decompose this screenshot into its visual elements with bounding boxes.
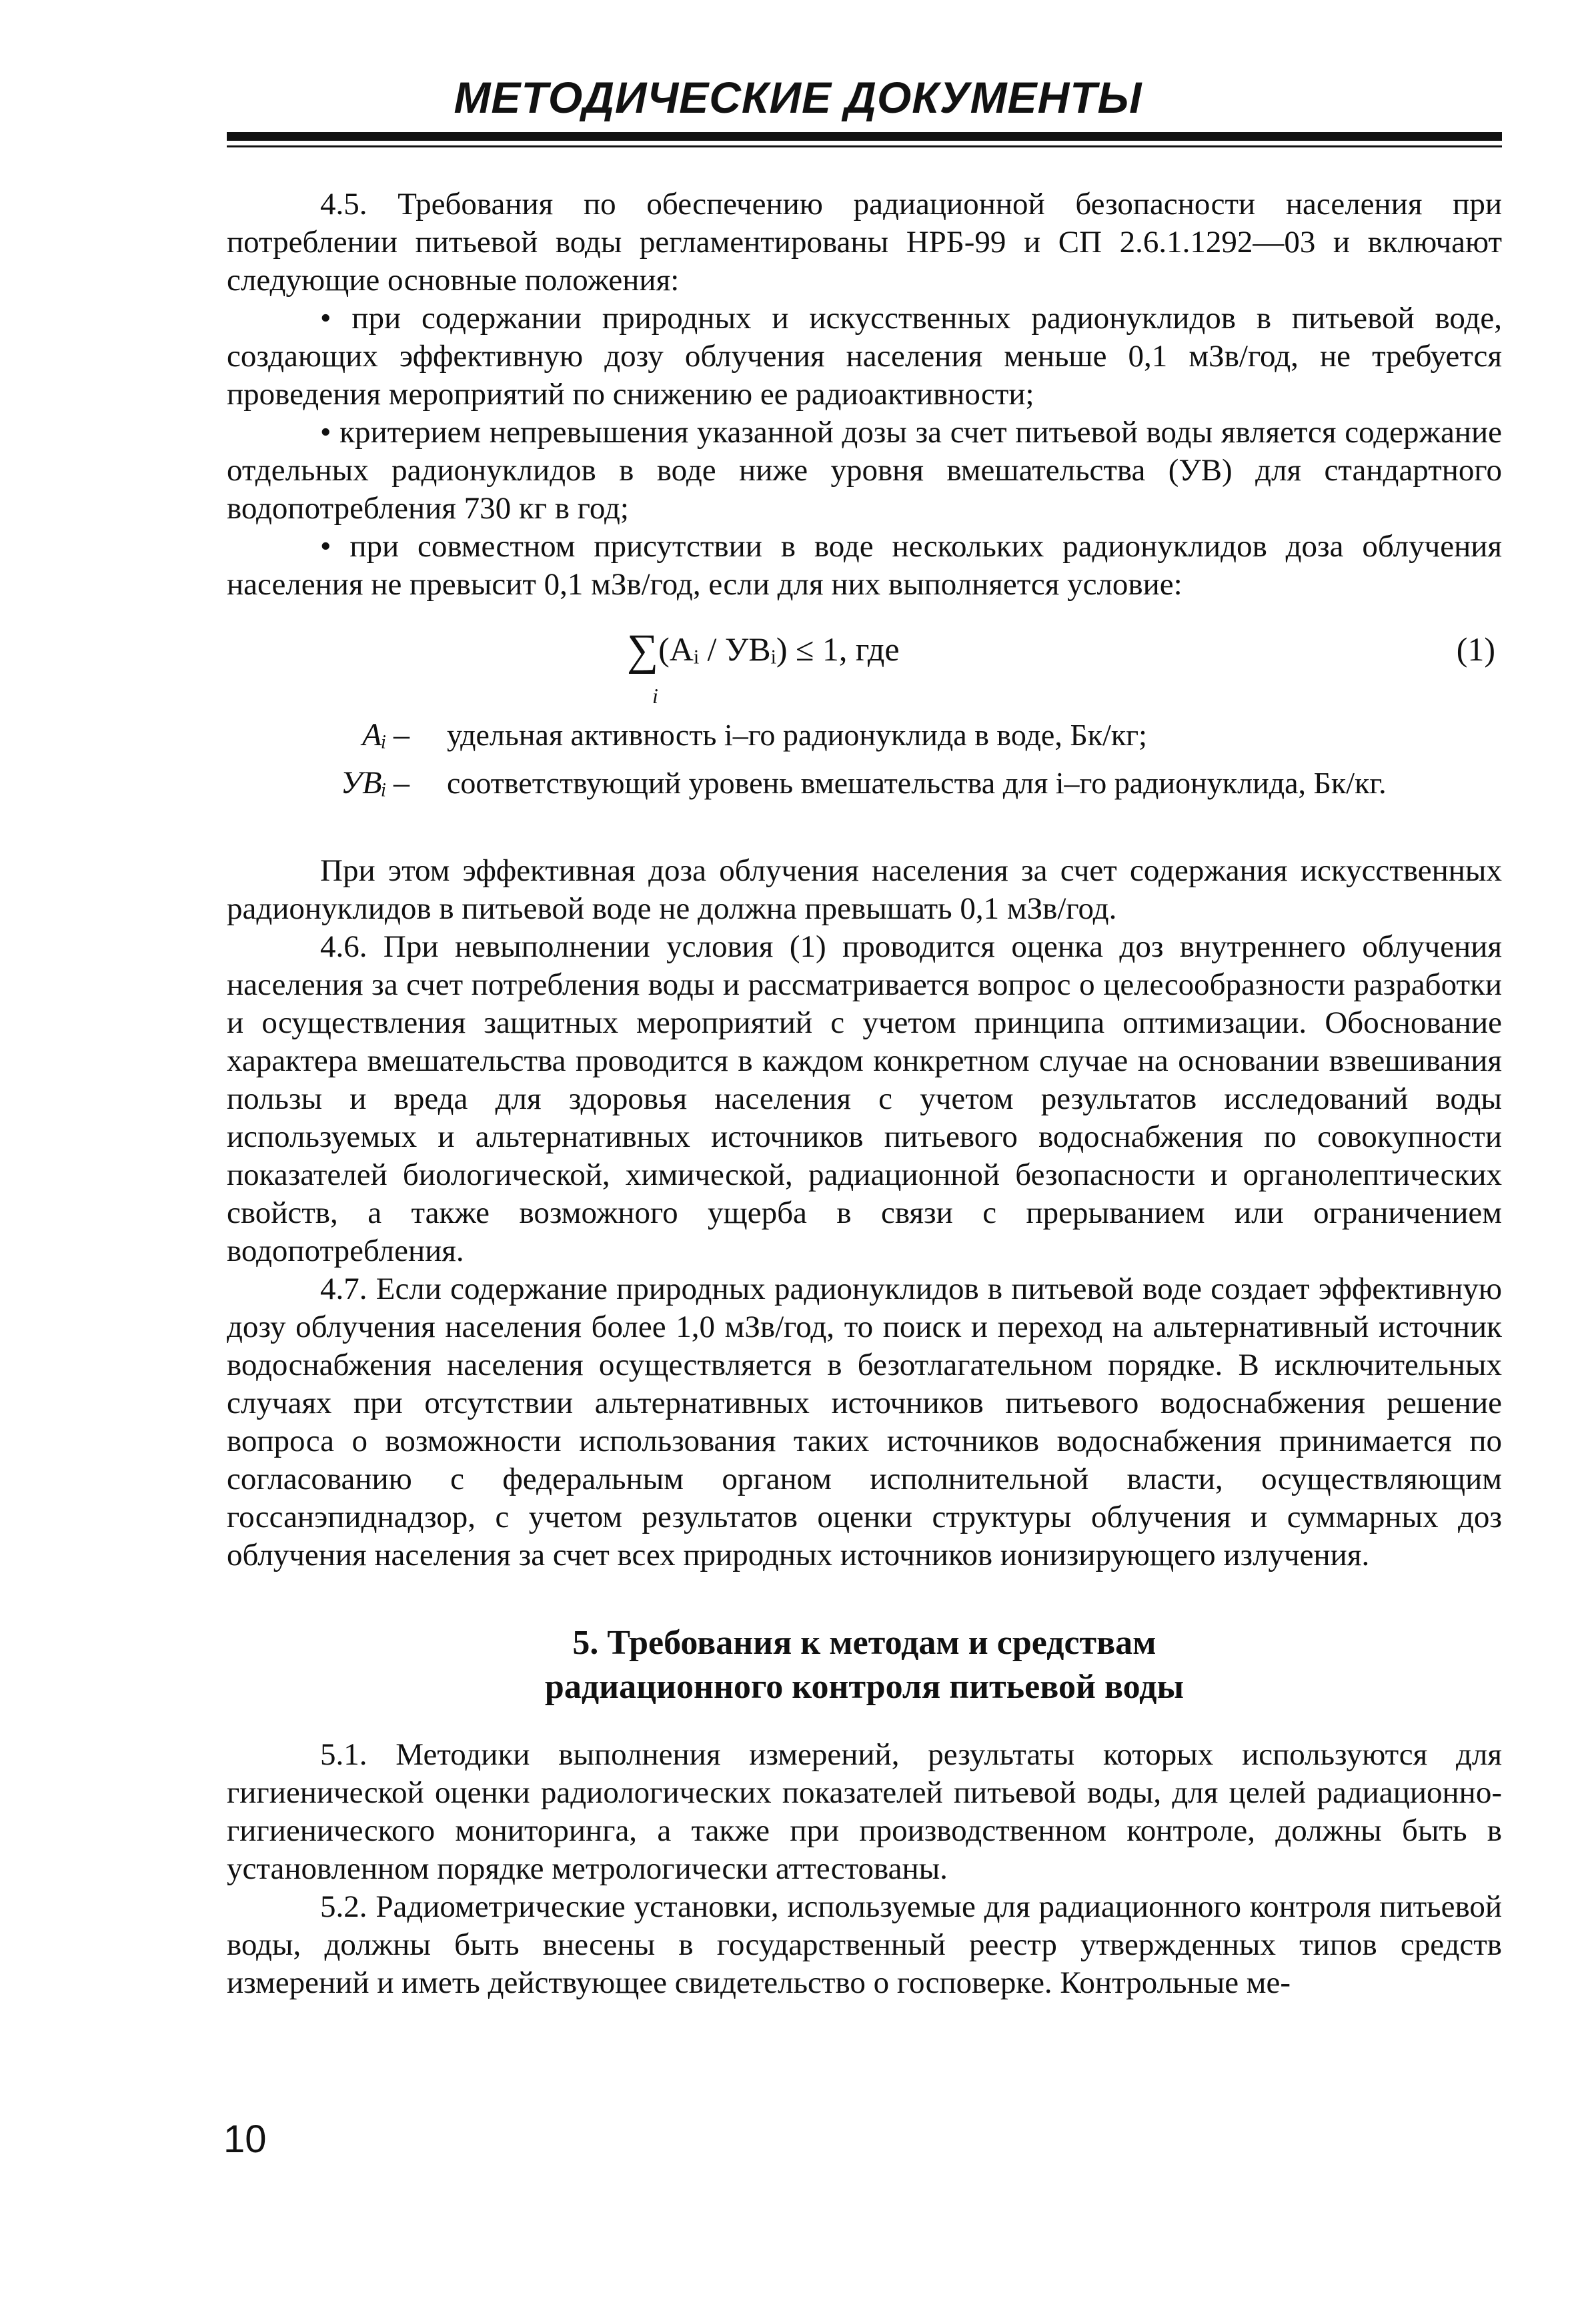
formula-body: (Aᵢ / УВᵢ) ≤ 1, где bbox=[658, 630, 900, 668]
paragraph-5-1: 5.1. Методики выполнения измерений, результаты которых используются для гигиенической оценки радиологических показателей питьевой воды, для целей радиационно-гигиенического мониторинга, а также при производственном контроле, должны быть в установленном порядке метрологически аттестованы. bbox=[227, 1737, 1502, 1886]
sum-symbol: ∑ bbox=[627, 626, 659, 674]
paragraph-dose-limit: При этом эффективная доза облучения населения за счет содержания искусственных радионуклидов в питьевой воде не должна превышать 0,1 мЗв/год. bbox=[227, 853, 1502, 926]
definition-row bbox=[227, 764, 1502, 812]
variable-definitions bbox=[227, 716, 1502, 812]
sum-index: i bbox=[652, 684, 658, 708]
running-header-title: МЕТОДИЧЕСКИЕ ДОКУМЕНТЫ bbox=[454, 73, 1142, 122]
definition-symbol: Aᵢ bbox=[362, 717, 387, 753]
definition-text: удельная активность i–го радионуклида в воде, Бк/кг; bbox=[447, 718, 1147, 752]
definition-row bbox=[227, 716, 1502, 764]
paragraph-4-5: 4.5. Требования по обеспечению радиационной безопасности населения при потреблении питьевой воды регламентированы НРБ-99 и СП 2.6.1.1292—03 и включают следующие основные положения: bbox=[227, 187, 1502, 298]
section-5-heading bbox=[227, 1621, 1502, 1709]
document-body bbox=[227, 185, 1502, 2002]
bullet-item: • при совместном присутствии в воде нескольких радионуклидов доза облучения населения не превысит 0,1 мЗв/год, если для них выполняется условие: bbox=[227, 529, 1502, 602]
header-rule-thick bbox=[227, 132, 1502, 141]
header-rule-thin bbox=[227, 145, 1502, 147]
paragraph-4-6: 4.6. При невыполнении условия (1) проводится оценка доз внутреннего облучения населения за счет потребления воды и рассматривается вопрос о целесообразности разработки и осуществления защитных мероприятий с учетом принципа оптимизации. Обоснование характера вмешательства проводится в каждом конкретном случае на основании взвешивания пользы и вреда для здоровья населения с учетом результатов исследований воды используемых и альтернативных источников питьевого водоснабжения по совокупности показателей биологической, химической, радиационной безопасности и органолептических свойств, а также возможного ущерба в связи с прерыванием или ограничением водопотребления. bbox=[227, 929, 1502, 1268]
definition-symbol: УВᵢ bbox=[340, 765, 387, 801]
paragraph-5-2: 5.2. Радиометрические установки, используемые для радиационного контроля питьевой воды, должны быть внесены в государственный реестр утвержденных типов средств измерений и иметь действующее свидетельство о госповерке. Контрольные ме- bbox=[227, 1889, 1502, 2000]
bullet-item: • при содержании природных и искусственных радионуклидов в питьевой воде, создающих эффективную дозу облучения населения меньше 0,1 мЗв/год, не требуется проведения мероприятий по снижению ее радиоактивности; bbox=[227, 301, 1502, 412]
paragraph-4-7: 4.7. Если содержание природных радионуклидов в питьевой воде создает эффективную дозу облучения населения более 1,0 мЗв/год, то поиск и переход на альтернативный источник водоснабжения населения осуществляется в безотлагательном порядке. В исключительных случаях при отсутствии альтернативных источников питьевого водоснабжения решение вопроса о возможности использования таких источников водоснабжения принимается по согласованию с федеральным органом исполнительной власти, осуществляющим госсанэпиднадзор, с учетом результатов оценки структуры облучения и суммарных доз облучения населения за счет всех природных источников ионизирующего излучения. bbox=[227, 1272, 1502, 1572]
definition-dash: – bbox=[393, 717, 410, 753]
definition-dash: – bbox=[393, 765, 410, 801]
definition-text: соответствующий уровень вмешательства для i–го радионуклида, Бк/кг. bbox=[447, 766, 1387, 800]
section-5-title-line1: 5. Требования к методам и средствам bbox=[572, 1624, 1156, 1662]
formula-1 bbox=[227, 624, 1502, 708]
section-5-title-line2: радиационного контроля питьевой воды bbox=[544, 1668, 1184, 1706]
formula-expression bbox=[627, 626, 900, 708]
page-number: 10 bbox=[223, 2118, 267, 2161]
formula-number: (1) bbox=[1456, 630, 1495, 668]
bullet-item: • критерием непревышения указанной дозы за счет питьевой воды является содержание отдельных радионуклидов в воде ниже уровня вмешательства (УВ) для стандартного водопотребления 730 кг в год; bbox=[227, 415, 1502, 526]
